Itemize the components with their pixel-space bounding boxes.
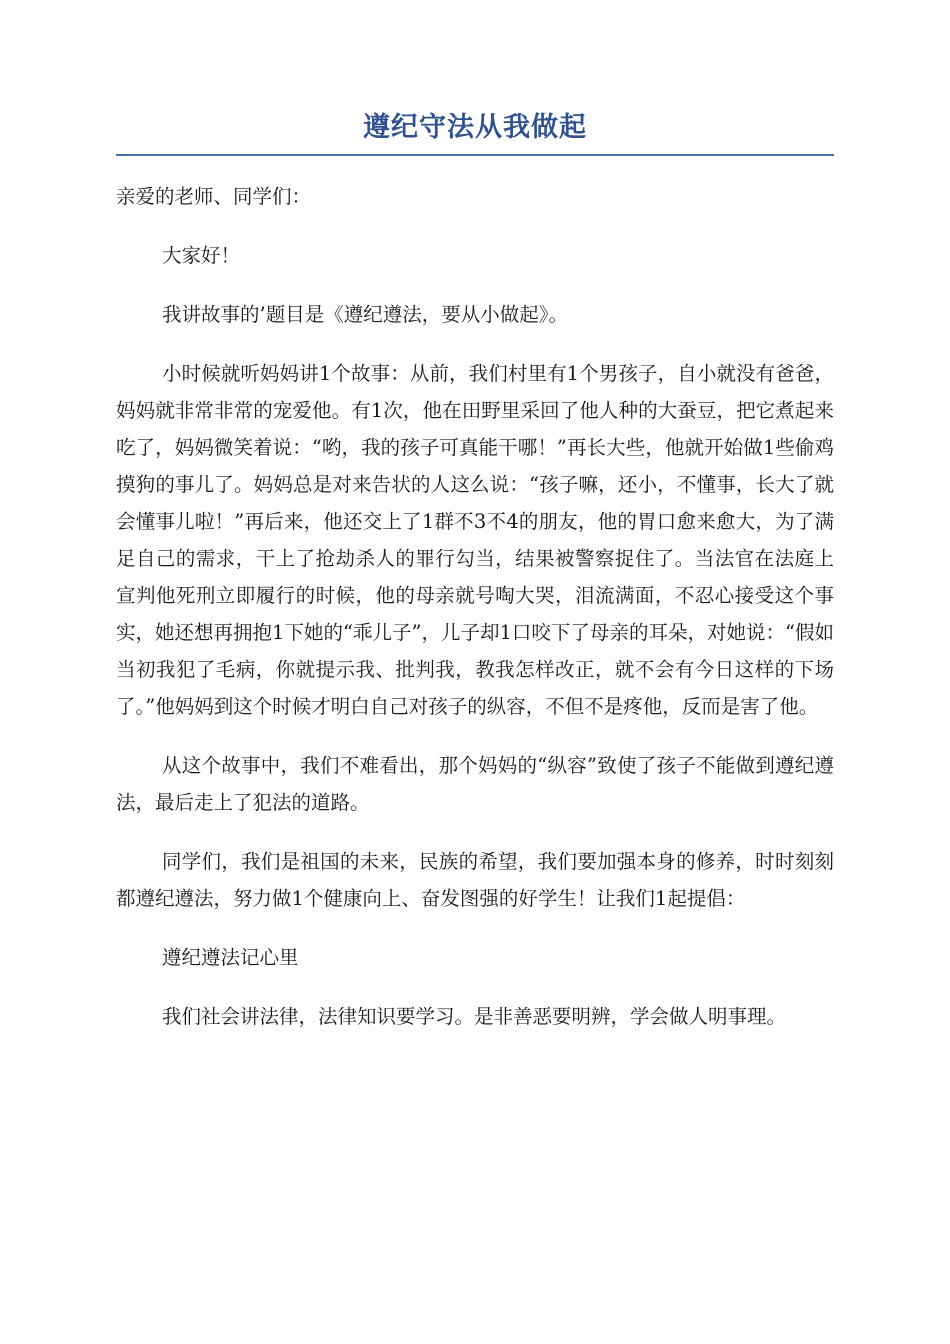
salutation: 亲爱的老师、同学们： <box>116 185 312 208</box>
document-body <box>116 178 834 1035</box>
paragraph-story: 小时候就听妈妈讲1个故事：从前，我们村里有1个男孩子，自小就没有爸爸，妈妈就非常非常的宠爱他。有1次，他在田野里采回了他人种的大蚕豆，把它煮起来吃了，妈妈微笑着说：“哟，我的孩子可真能干哪！”再长大些，他就开始做1些偷鸡摸狗的事儿了。妈妈总是对来告状的人这么说：“孩子嘛，还小，不懂事，长大了就会懂事儿啦！”再后来，他还交上了1群不3不4的朋友，他的胃口愈来愈大，为了满足自己的需求，干上了抢劫杀人的罪行勾当，结果被警察捉住了。当法官在法庭上宣判他死刑立即履行的时候，他的母亲就号啕大哭，泪流满面，不忍心接受这个事实，她还想再拥抱1下她的“乖儿子”，儿子却1口咬下了母亲的耳朵，对她说：“假如当初我犯了毛病，你就提示我、批判我，教我怎样改正，就不会有今日这样的下场了。”他妈妈到这个时候才明白自己对孩子的纵容，不但不是疼他，反而是害了他。 <box>116 362 834 718</box>
paragraph-lesson: 从这个故事中，我们不难看出，那个妈妈的“纵容”致使了孩子不能做到遵纪遵法，最后走上了犯法的道路。 <box>116 754 834 814</box>
document-page <box>116 108 834 1057</box>
paragraph-greeting: 大家好！ <box>162 244 241 267</box>
paragraph-slogan-verse: 我们社会讲法律，法律知识要学习。是非善恶要明辨，学会做人明事理。 <box>162 1005 787 1028</box>
paragraph-topic: 我讲故事的’题目是《遵纪遵法，要从小做起》。 <box>162 303 568 326</box>
document-title: 遵纪守法从我做起 <box>116 108 834 156</box>
paragraph-call-to-action: 同学们，我们是祖国的未来，民族的希望，我们要加强本身的修养，时时刻刻都遵纪遵法，努力做1个健康向上、奋发图强的好学生！让我们1起提倡： <box>116 850 834 910</box>
paragraph-slogan-title: 遵纪遵法记心里 <box>162 946 299 969</box>
